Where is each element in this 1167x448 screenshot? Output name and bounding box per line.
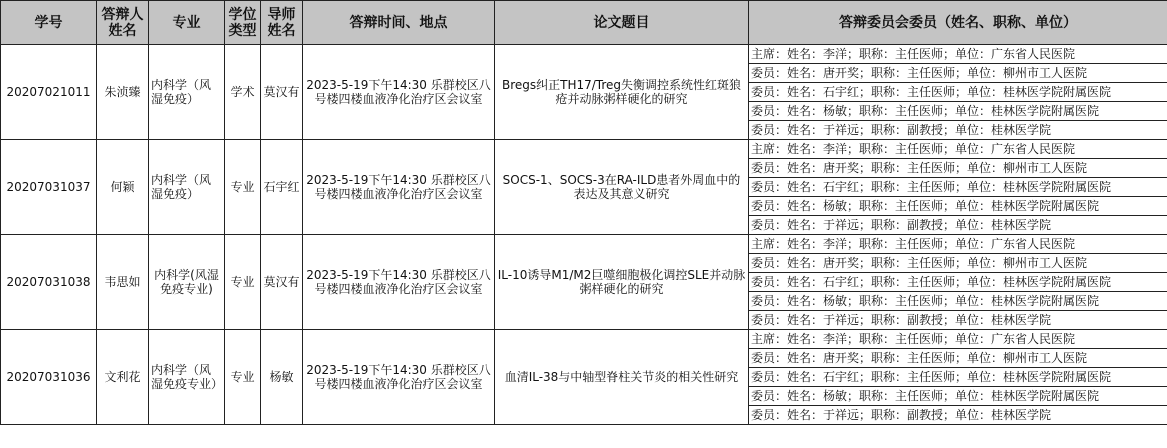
student-name: 文利花 bbox=[97, 330, 149, 425]
committee-member: 委员：姓名：石宇红；职称：主任医师；单位：桂林医学院附属医院 bbox=[749, 178, 1167, 197]
table-row bbox=[1, 330, 1167, 349]
student-major: 内科学(风湿免疫专业) bbox=[149, 235, 225, 330]
thesis-title: Bregs纠正TH17/Treg失衡调控系统性红斑狼疮并动脉粥样硬化的研究 bbox=[495, 45, 749, 140]
header-major: 专业 bbox=[149, 1, 225, 45]
committee-member: 主席：姓名：李洋；职称：主任医师；单位：广东省人民医院 bbox=[749, 140, 1167, 159]
student-id: 20207031038 bbox=[1, 235, 97, 330]
defense-time-place: 2023-5-19下午14:30 乐群校区八号楼四楼血液净化治疗区会议室 bbox=[303, 140, 495, 235]
header-thesis: 论文题目 bbox=[495, 1, 749, 45]
committee-member: 主席：姓名：李洋；职称：主任医师；单位：广东省人民医院 bbox=[749, 235, 1167, 254]
degree-type: 学术 bbox=[225, 45, 261, 140]
student-name: 朱浈臻 bbox=[97, 45, 149, 140]
table-row bbox=[1, 45, 1167, 64]
committee-member: 委员：姓名：杨敏；职称：主任医师；单位：桂林医学院附属医院 bbox=[749, 102, 1167, 121]
table-row bbox=[1, 140, 1167, 159]
defense-time-place: 2023-5-19下午14:30 乐群校区八号楼四楼血液净化治疗区会议室 bbox=[303, 330, 495, 425]
committee-member: 委员：姓名：石宇红；职称：主任医师；单位：桂林医学院附属医院 bbox=[749, 273, 1167, 292]
thesis-title: 血清IL-38与中轴型脊柱关节炎的相关性研究 bbox=[495, 330, 749, 425]
thesis-title: SOCS-1、SOCS-3在RA-ILD患者外周血中的表达及其意义研究 bbox=[495, 140, 749, 235]
degree-type: 专业 bbox=[225, 235, 261, 330]
student-id: 20207031036 bbox=[1, 330, 97, 425]
degree-type: 专业 bbox=[225, 330, 261, 425]
student-id: 20207021011 bbox=[1, 45, 97, 140]
committee-member: 委员：姓名：杨敏；职称：主任医师；单位：桂林医学院附属医院 bbox=[749, 197, 1167, 216]
committee-member: 委员：姓名：唐开奖；职称：主任医师；单位：柳州市工人医院 bbox=[749, 159, 1167, 178]
defense-time-place: 2023-5-19下午14:30 乐群校区八号楼四楼血液净化治疗区会议室 bbox=[303, 235, 495, 330]
student-name: 韦思如 bbox=[97, 235, 149, 330]
committee-member: 委员：姓名：唐开奖；职称：主任医师；单位：柳州市工人医院 bbox=[749, 349, 1167, 368]
thesis-title: IL-10诱导M1/M2巨噬细胞极化调控SLE并动脉粥样硬化的研究 bbox=[495, 235, 749, 330]
committee-member: 委员：姓名：于祥远；职称：副教授；单位：桂林医学院 bbox=[749, 406, 1167, 425]
header-degree: 学位类型 bbox=[225, 1, 261, 45]
committee-member: 委员：姓名：石宇红；职称：主任医师；单位：桂林医学院附属医院 bbox=[749, 83, 1167, 102]
student-major: 内科学（风湿免疫） bbox=[149, 140, 225, 235]
committee-member: 委员：姓名：唐开奖；职称：主任医师；单位：柳州市工人医院 bbox=[749, 254, 1167, 273]
header-row bbox=[1, 1, 1167, 45]
committee-member: 委员：姓名：杨敏；职称：主任医师；单位：桂林医学院附属医院 bbox=[749, 292, 1167, 311]
committee-member: 委员：姓名：于祥远；职称：副教授；单位：桂林医学院 bbox=[749, 311, 1167, 330]
header-committee: 答辩委员会委员（姓名、职称、单位） bbox=[749, 1, 1167, 45]
committee-member: 委员：姓名：于祥远；职称：副教授；单位：桂林医学院 bbox=[749, 216, 1167, 235]
advisor-name: 莫汉有 bbox=[261, 45, 303, 140]
defense-time-place: 2023-5-19下午14:30 乐群校区八号楼四楼血液净化治疗区会议室 bbox=[303, 45, 495, 140]
student-major: 内科学（风湿免疫专业） bbox=[149, 330, 225, 425]
committee-member: 主席：姓名：李洋；职称：主任医师；单位：广东省人民医院 bbox=[749, 330, 1167, 349]
header-name: 答辩人姓名 bbox=[97, 1, 149, 45]
header-time-place: 答辩时间、地点 bbox=[303, 1, 495, 45]
advisor-name: 杨敏 bbox=[261, 330, 303, 425]
student-major: 内科学（风湿免疫） bbox=[149, 45, 225, 140]
committee-member: 委员：姓名：于祥远；职称：副教授；单位：桂林医学院 bbox=[749, 121, 1167, 140]
committee-member: 委员：姓名：杨敏；职称：主任医师；单位：桂林医学院附属医院 bbox=[749, 387, 1167, 406]
advisor-name: 石宇红 bbox=[261, 140, 303, 235]
student-name: 何颖 bbox=[97, 140, 149, 235]
advisor-name: 莫汉有 bbox=[261, 235, 303, 330]
committee-member: 委员：姓名：石宇红；职称：主任医师；单位：桂林医学院附属医院 bbox=[749, 368, 1167, 387]
degree-type: 专业 bbox=[225, 140, 261, 235]
committee-member: 主席：姓名：李洋；职称：主任医师；单位：广东省人民医院 bbox=[749, 45, 1167, 64]
student-id: 20207031037 bbox=[1, 140, 97, 235]
table-row bbox=[1, 235, 1167, 254]
header-advisor: 导师姓名 bbox=[261, 1, 303, 45]
header-student-id: 学号 bbox=[1, 1, 97, 45]
committee-member: 委员：姓名：唐开奖；职称：主任医师；单位：柳州市工人医院 bbox=[749, 64, 1167, 83]
